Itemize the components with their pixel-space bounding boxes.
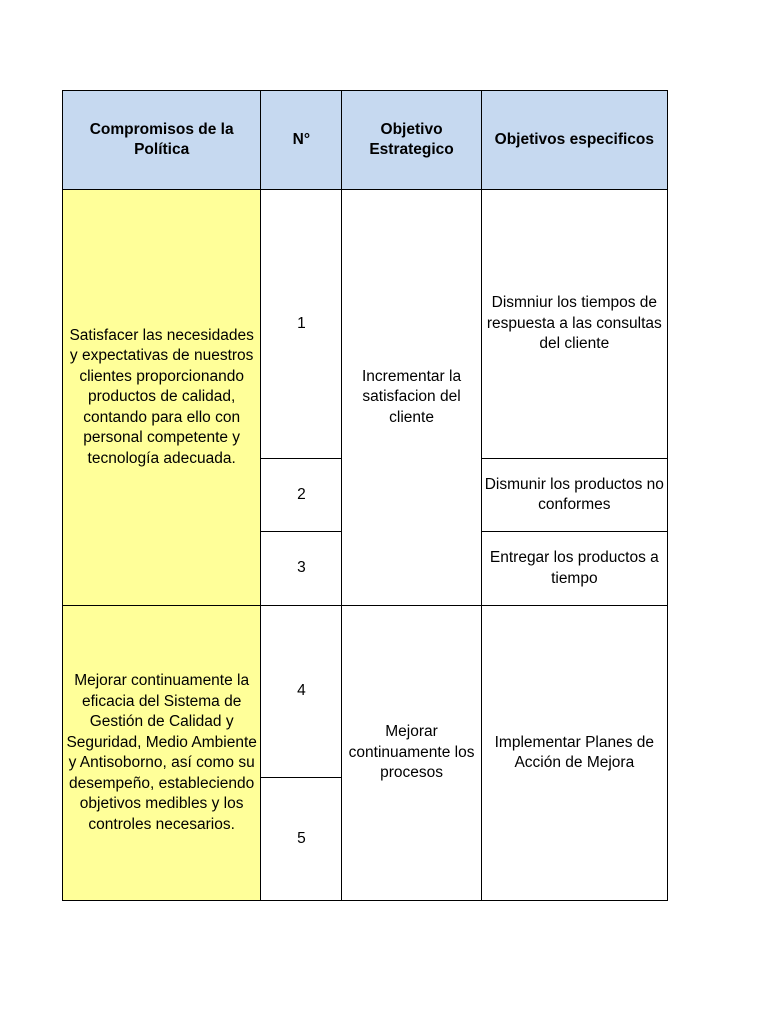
number-cell: 1 bbox=[261, 190, 342, 459]
header-number: N° bbox=[261, 91, 342, 190]
number-cell: 3 bbox=[261, 532, 342, 606]
number-cell: 2 bbox=[261, 459, 342, 532]
objectives-table bbox=[62, 90, 668, 901]
specific-objective-cell: Dismniur los tiempos de respuesta a las consultas del cliente bbox=[481, 190, 667, 459]
commitment-cell: Mejorar continuamente la eficacia del Sistema de Gestión de Calidad y Seguridad, Medio Ambiente y Antisoborno, así como su desempeño, estableciendo objetivos medibles y los controles necesarios. bbox=[63, 606, 261, 901]
specific-objective-cell: Entregar los productos a tiempo bbox=[481, 532, 667, 606]
number-cell: 4 bbox=[261, 606, 342, 778]
specific-objective-cell: Dismunir los productos no conformes bbox=[481, 459, 667, 532]
header-row bbox=[63, 91, 668, 190]
header-specific-objectives: Objetivos especificos bbox=[481, 91, 667, 190]
number-cell: 5 bbox=[261, 778, 342, 901]
strategic-objective-cell: Mejorar continuamente los procesos bbox=[342, 606, 481, 901]
table-row bbox=[63, 606, 668, 778]
commitment-cell: Satisfacer las necesidades y expectativas de nuestros clientes proporcionando productos de calidad, contando para ello con personal competente y tecnología adecuada. bbox=[63, 190, 261, 606]
specific-objective-cell: Implementar Planes de Acción de Mejora bbox=[481, 606, 667, 901]
table-row bbox=[63, 190, 668, 459]
header-commitments: Compromisos de la Política bbox=[63, 91, 261, 190]
header-strategic-objective: Objetivo Estrategico bbox=[342, 91, 481, 190]
strategic-objective-cell: Incrementar la satisfacion del cliente bbox=[342, 190, 481, 606]
